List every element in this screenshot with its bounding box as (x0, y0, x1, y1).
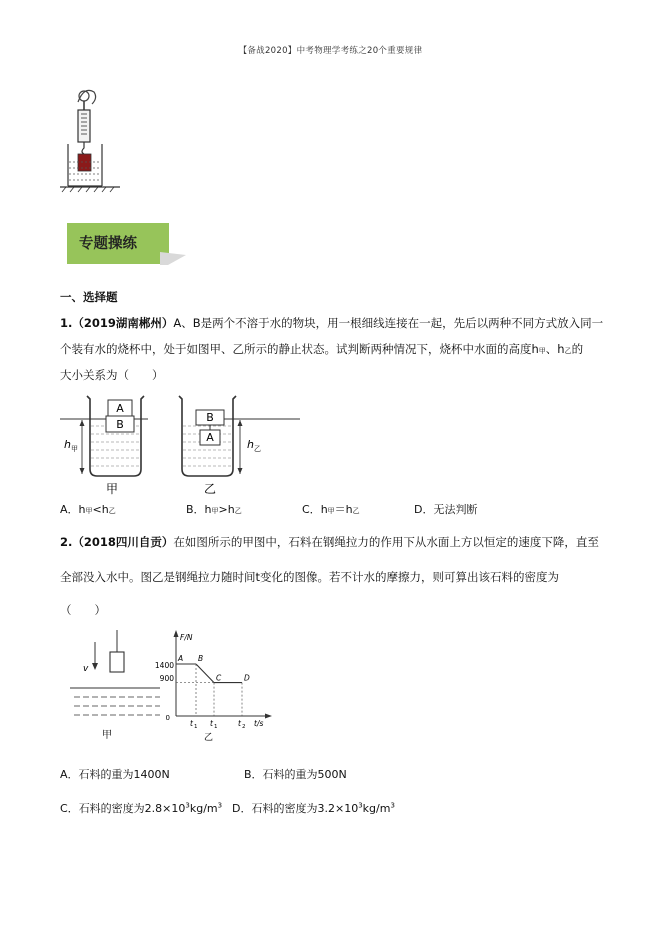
velocity-label: v (83, 664, 89, 674)
figure-label-yi: 乙 (204, 482, 217, 495)
beaker-jia (87, 396, 144, 476)
q1-option-c[interactable] (302, 501, 360, 517)
q2-option-a-letter: A． (60, 768, 79, 781)
q1-option-a-letter: A． (60, 503, 79, 516)
q1-option-d[interactable] (414, 501, 477, 517)
q1-option-b-sub2: 乙 (234, 507, 242, 515)
banner-title: 专题操练 (79, 236, 137, 252)
chart-x-tick-sub: 1 (214, 724, 218, 730)
chart-x-tick-label: t (190, 719, 193, 728)
chart-x-axis-label: t/s (254, 719, 264, 728)
q2-figure-yi-label: 乙 (204, 733, 214, 743)
q2-option-b-text: 石料的重为500N (262, 768, 347, 781)
q2-option-d-unit-exp: 3 (390, 801, 395, 810)
q1-option-a-sub1: 甲 (85, 507, 93, 515)
q1-option-b[interactable] (186, 501, 242, 517)
q1-option-a-sub2: 乙 (108, 507, 116, 515)
yi-block-a: A (206, 431, 214, 444)
q1-option-b-op: >h (218, 503, 235, 516)
q1-option-b-pre: h (204, 503, 212, 516)
q1-h-sub-jia: 甲 (538, 347, 546, 355)
chart-y-tick-1400: 1400 (154, 661, 174, 670)
document-header: 【备战2020】中考物理学考练之20个重要规律 (238, 46, 423, 56)
q2-option-d-unit: kg/m (362, 802, 391, 815)
jia-h-label: h (64, 438, 71, 451)
q1-figure-beakers (60, 390, 300, 495)
q2-option-c-text: 石料的密度为2.8×10 (78, 802, 186, 815)
q1-option-a[interactable] (60, 501, 116, 517)
q2-option-a[interactable] (60, 766, 170, 782)
q2-option-d-letter: D． (232, 802, 252, 815)
q1-option-a-op: <h (92, 503, 109, 516)
q2-figure-yi-chart (150, 628, 275, 743)
spring-scale-illustration (56, 82, 126, 197)
q1-source: （2019湖南郴州） (72, 316, 174, 330)
yi-h-sub: 乙 (254, 445, 261, 453)
chart-x-tick-sub: 2 (242, 724, 246, 730)
banner-fold-decoration (160, 252, 190, 266)
q1-option-d-letter: D． (414, 503, 434, 516)
q2-option-b[interactable] (244, 766, 347, 782)
q1-options (60, 501, 620, 517)
chart-point-label-d: D (244, 673, 250, 683)
q2-number: 2. (60, 535, 73, 549)
q1-separator: 、 (545, 342, 558, 356)
q1-option-c-letter: C． (302, 503, 321, 516)
q1-h-sub-yi: 乙 (564, 347, 572, 355)
chart-x-tick-label: t (210, 719, 213, 728)
q1-option-c-sub1: 甲 (327, 507, 335, 515)
yi-h-label: h (247, 438, 254, 451)
q2-option-b-letter: B． (244, 768, 263, 781)
q2-line-1 (60, 535, 599, 549)
section-heading: 一、选择题 (60, 290, 118, 304)
q2-figure-jia-label: 甲 (102, 730, 112, 741)
chart-point-label-a: A (178, 654, 184, 663)
q1-option-a-pre: h (78, 503, 86, 516)
q1-option-b-sub1: 甲 (211, 507, 219, 515)
q1-h-2: h (557, 342, 565, 356)
q2-option-a-text: 石料的重为1400N (78, 768, 170, 781)
q1-option-b-letter: B． (186, 503, 205, 516)
q2-options-row-1 (60, 766, 620, 782)
q1-text-2: 个装有水的烧杯中，处于如图甲、乙所示的静止状态。试判断两种情况下，烧杯中水面的高度 (60, 342, 532, 356)
q1-h: h (531, 342, 539, 356)
chart-origin: 0 (165, 714, 170, 722)
q2-option-d-exp: 3 (358, 801, 363, 810)
chart-x-tick-sub: 1 (194, 724, 198, 730)
q1-line-1 (60, 316, 603, 330)
jia-h-sub: 甲 (71, 445, 78, 453)
q2-option-c-exp: 3 (185, 801, 190, 810)
q2-options-row-2 (60, 800, 620, 816)
chart-line-segment (196, 664, 214, 683)
q2-option-d-text: 石料的密度为3.2×10 (251, 802, 359, 815)
q2-text-1: 在如图所示的甲图中，石料在钢绳拉力的作用下从水面上方以恒定的速度下降，直至 (173, 535, 599, 549)
chart-y-axis-label: F/N (180, 633, 193, 642)
q2-option-c-unit-exp: 3 (217, 801, 223, 810)
chart-point-label-b: B (198, 654, 204, 663)
q2-line-2: 全部没入水中。图乙是钢绳拉力随时间t变化的图像。若不计水的摩擦力，则可算出该石料的密度为 (60, 570, 560, 584)
q1-line-2 (60, 342, 583, 358)
figure-label-jia: 甲 (106, 482, 119, 495)
jia-block-a: A (116, 402, 124, 415)
q2-source: （2018四川自贡） (72, 535, 174, 549)
chart-point-label-c: C (216, 673, 222, 683)
jia-block-b: B (116, 418, 124, 431)
q2-option-c-letter: C． (60, 802, 79, 815)
q1-option-c-sub2: 乙 (352, 507, 360, 515)
yi-block-b: B (206, 411, 214, 424)
q2-line-3: （ ） (60, 603, 106, 617)
q1-option-c-op: ＝h (334, 503, 353, 516)
q2-option-c[interactable] (60, 800, 222, 816)
q1-line-3: 大小关系为（ ） (60, 368, 164, 382)
chart-x-tick-label: t (238, 719, 241, 728)
q1-tail: 的 (571, 342, 584, 356)
q1-option-d-text: 无法判断 (433, 503, 478, 516)
q1-number: 1. (60, 316, 73, 330)
q1-text-1: A、B是两个不溶于水的物块，用一根细线连接在一起，先后以两种不同方式放入同一 (173, 316, 604, 330)
q1-option-c-pre: h (320, 503, 328, 516)
beaker-yi (179, 396, 236, 476)
q2-option-d[interactable] (232, 800, 395, 816)
chart-y-tick-900: 900 (159, 674, 174, 683)
q2-option-c-unit: kg/m (189, 802, 218, 815)
